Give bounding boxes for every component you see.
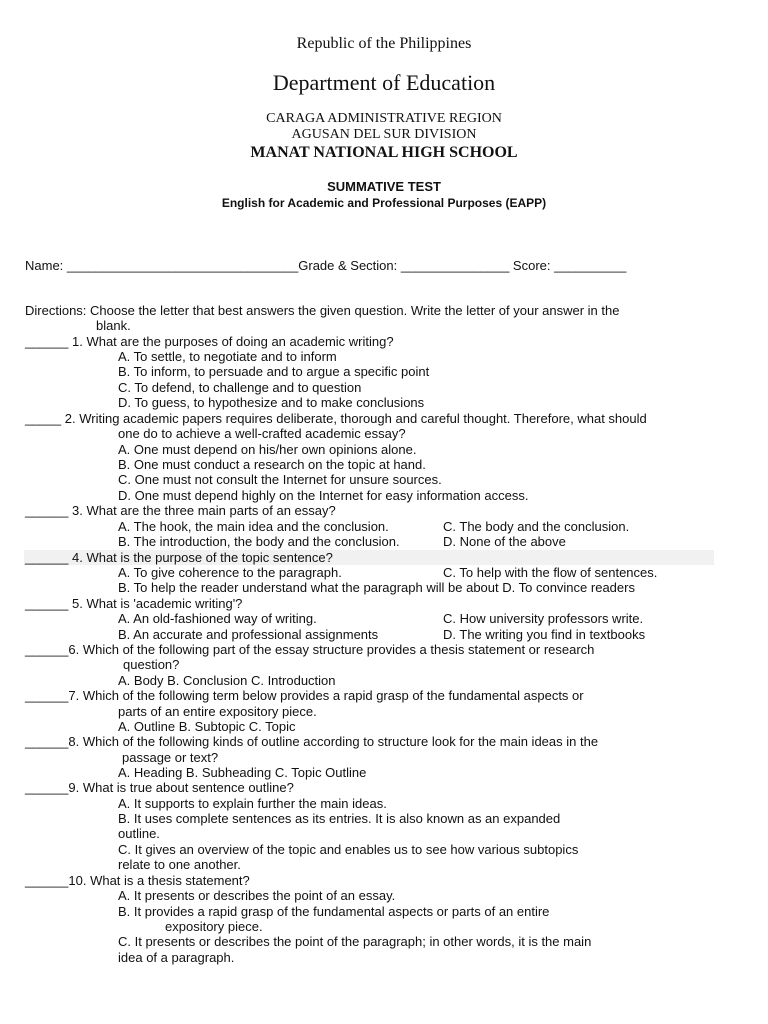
question-5: ______ 5. What is 'academic writing'? (25, 596, 243, 611)
q2-option-b: B. One must conduct a research on the topic at hand. (118, 457, 426, 472)
q5-option-a: A. An old-fashioned way of writing. (118, 611, 317, 626)
question-6: ______6. Which of the following part of the essay structure provides a thesis statement or research (25, 642, 595, 657)
q9-option-b: B. It uses complete sentences as its entries. It is also known as an expanded (118, 811, 561, 826)
q9-option-a: A. It supports to explain further the main ideas. (118, 796, 387, 811)
q2-option-d: D. One must depend highly on the Internet for easy information access. (118, 488, 529, 503)
q1-option-d: D. To guess, to hypothesize and to make conclusions (118, 395, 425, 410)
test-subject: English for Academic and Professional Purposes (EAPP) (221, 196, 547, 210)
question-9: ______9. What is true about sentence outline? (25, 780, 294, 795)
q10-option-b-cont: expository piece. (165, 919, 263, 934)
header-school: MANAT NATIONAL HIGH SCHOOL (250, 144, 518, 161)
q9-option-c: C. It gives an overview of the topic and enables us to see how various subtopics (118, 842, 579, 857)
q2-option-c: C. One must not consult the Internet for unsure sources. (118, 472, 442, 487)
q5-option-b: B. An accurate and professional assignments (118, 627, 379, 642)
q1-option-b: B. To inform, to persuade and to argue a specific point (118, 364, 430, 379)
student-info-line: Name: ________________________________Grade & Section: _______________ Score: __________ (25, 258, 627, 273)
question-2: _____ 2. Writing academic papers requires deliberate, thorough and careful thought. Therefore, what should (25, 411, 647, 426)
header-division: AGUSAN DEL SUR DIVISION (291, 127, 477, 142)
question-2-cont: one do to achieve a well-crafted academic essay? (118, 426, 406, 441)
question-10: ______10. What is a thesis statement? (25, 873, 250, 888)
q3-option-b: B. The introduction, the body and the conclusion. (118, 534, 400, 549)
q10-option-c: C. It presents or describes the point of the paragraph; in other words, it is the main (118, 934, 592, 949)
question-3: ______ 3. What are the three main parts of an essay? (25, 503, 336, 518)
directions-line-1: Directions: Choose the letter that best answers the given question. Write the letter of your answer in the (25, 303, 620, 318)
question-7-cont: parts of an entire expository piece. (118, 704, 317, 719)
q4-option-c: C. To help with the flow of sentences. (443, 565, 658, 580)
q4-option-b: B. To help the reader understand what the paragraph will be about D. To convince readers (118, 580, 635, 595)
q1-option-c: C. To defend, to challenge and to question (118, 380, 362, 395)
q1-option-a: A. To settle, to negotiate and to inform (118, 349, 337, 364)
question-7: ______7. Which of the following term below provides a rapid grasp of the fundamental aspects or (25, 688, 584, 703)
q6-options: A. Body B. Conclusion C. Introduction (118, 673, 336, 688)
header-department: Department of Education (272, 70, 496, 95)
q8-options: A. Heading B. Subheading C. Topic Outline (118, 765, 367, 780)
test-title: SUMMATIVE TEST (327, 179, 441, 194)
q10-option-b: B. It provides a rapid grasp of the fundamental aspects or parts of an entire (118, 904, 550, 919)
q5-option-c: C. How university professors write. (443, 611, 644, 626)
q10-option-c-cont: idea of a paragraph. (118, 950, 235, 965)
directions-line-2: blank. (96, 318, 131, 333)
question-8-cont: passage or text? (122, 750, 219, 765)
q9-option-b-cont: outline. (118, 826, 160, 841)
q7-options: A. Outline B. Subtopic C. Topic (118, 719, 296, 734)
q3-option-c: C. The body and the conclusion. (443, 519, 630, 534)
question-6-cont: question? (123, 657, 180, 672)
q4-option-a: A. To give coherence to the paragraph. (118, 565, 342, 580)
q9-option-c-cont: relate to one another. (118, 857, 241, 872)
q3-option-a: A. The hook, the main idea and the conclusion. (118, 519, 389, 534)
question-1: ______ 1. What are the purposes of doing an academic writing? (25, 334, 394, 349)
question-8: ______8. Which of the following kinds of outline according to structure look for the main ideas in the (25, 734, 599, 749)
q2-option-a: A. One must depend on his/her own opinions alone. (118, 442, 417, 457)
q5-option-d: D. The writing you find in textbooks (443, 627, 646, 642)
q10-option-a: A. It presents or describes the point of an essay. (118, 888, 396, 903)
question-4: ______ 4. What is the purpose of the topic sentence? (25, 550, 333, 565)
q3-option-d: D. None of the above (443, 534, 566, 549)
header-republic: Republic of the Philippines (296, 35, 472, 52)
header-region: CARAGA ADMINISTRATIVE REGION (266, 111, 502, 126)
